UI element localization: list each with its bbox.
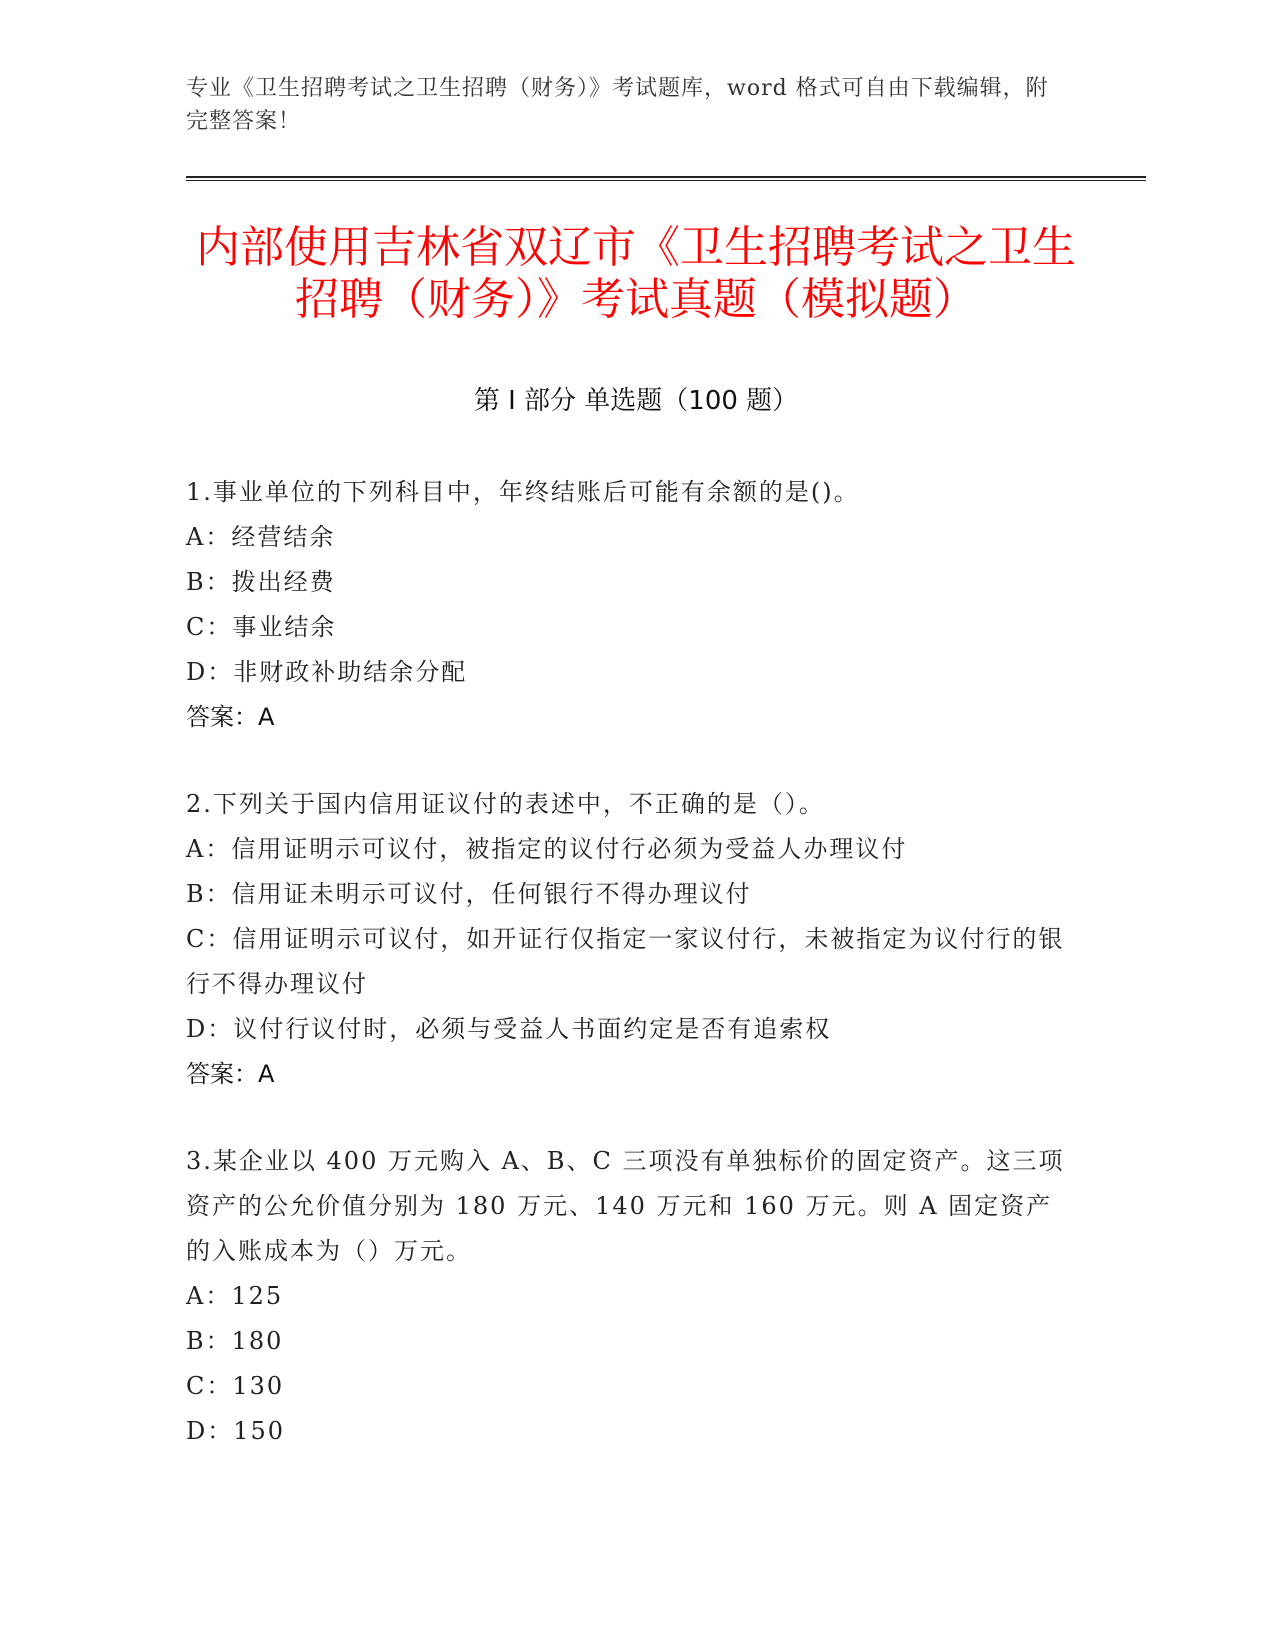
option-c: C：事业结余	[186, 613, 337, 641]
option-b: B：拨出经费	[186, 568, 336, 596]
question-1	[186, 470, 1066, 740]
question-stem: 2.下列关于国内信用证议付的表述中，不正确的是（）。	[186, 790, 825, 818]
option-b: B：180	[186, 1327, 284, 1355]
option-a: A：125	[186, 1282, 284, 1310]
option-c: C：信用证明示可议付，如开证行仅指定一家议付行，未被指定为议付行的银行不得办理议付	[186, 925, 1065, 998]
option-a: A：经营结余	[186, 523, 336, 551]
question-3	[186, 1139, 1066, 1454]
answer: 答案：A	[186, 1060, 275, 1088]
question-stem: 1.事业单位的下列科目中，年终结账后可能有余额的是()。	[186, 478, 860, 506]
header-divider	[186, 176, 1146, 181]
option-d: D：150	[186, 1417, 286, 1445]
answer: 答案：A	[186, 703, 275, 731]
option-d: D：议付行议付时，必须与受益人书面约定是否有追索权	[186, 1015, 832, 1043]
option-a: A：信用证明示可议付，被指定的议付行必须为受益人办理议付	[186, 835, 908, 863]
option-d: D：非财政补助结余分配	[186, 658, 468, 686]
document-title: 内部使用吉林省双辽市《卫生招聘考试之卫生招聘（财务）》考试真题（模拟题）	[196, 222, 1076, 325]
option-c: C：130	[186, 1372, 285, 1400]
section-title: 第 I 部分 单选题（100 题）	[473, 386, 799, 416]
header-note: 专业《卫生招聘考试之卫生招聘（财务）》考试题库，word 格式可自由下载编辑，附完整答案！	[186, 76, 1049, 134]
question-list	[186, 470, 1066, 1496]
question-2	[186, 782, 1066, 1097]
question-stem: 3.某企业以 400 万元购入 A、B、C 三项没有单独标价的固定资产。这三项资产的公允价值分别为 180 万元、140 万元和 160 万元。则 A 固定资产的入账成本为（）万元。	[186, 1147, 1065, 1265]
option-b: B：信用证未明示可议付，任何银行不得办理议付	[186, 880, 752, 908]
